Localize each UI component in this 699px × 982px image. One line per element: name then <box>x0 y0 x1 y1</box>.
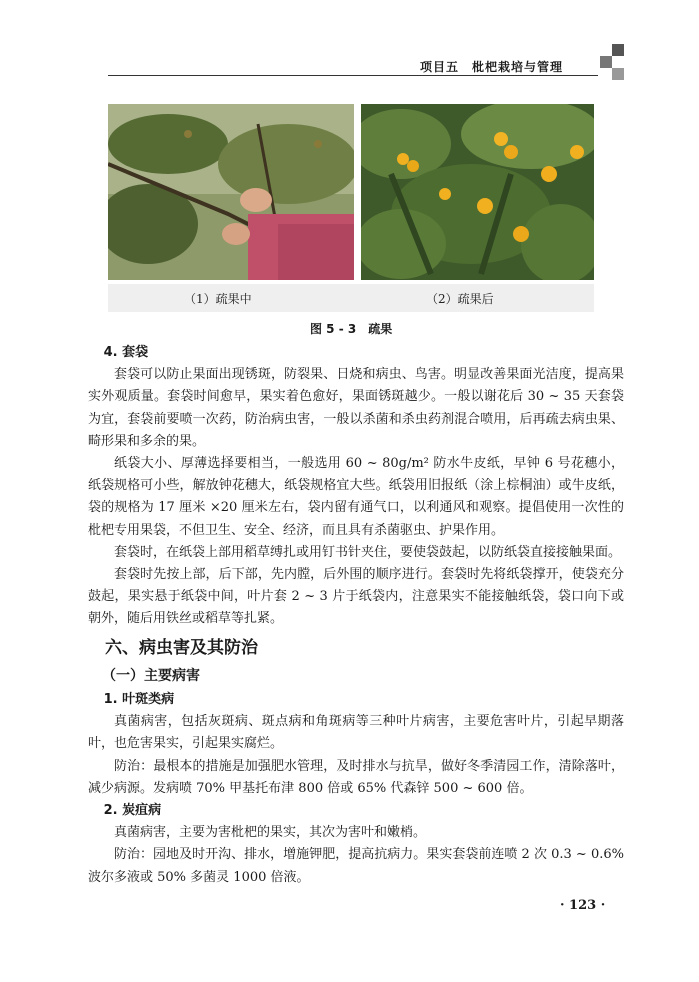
heading-leaf-spot: 1. 叶斑类病 <box>103 692 175 708</box>
paragraph: 套袋时，在纸袋上部用稻草缚扎或用钉书针夹住，要使袋鼓起，以防纸袋直接接触果面。 <box>114 544 622 560</box>
figure-photos <box>108 104 594 312</box>
photo-caption-bar <box>108 284 594 312</box>
caption-photo-2: （2）疏果后 <box>426 292 494 306</box>
paragraph: 真菌病害，主要为害枇杷的果实，其次为害叶和嫩梢。 <box>114 825 427 841</box>
paragraph: 纸袋大小、厚薄选择要相当，一般选用 60 ~ 80g/m² 防水牛皮纸，早钟 6 号花穗小，纸袋规格可小些，解放钟花穗大，纸袋规格宜大些。纸袋用旧报纸（涂上棕桐油）或牛皮纸，袋的规格为 17 厘米 ×20 厘米左右，袋内留有通气口，以利通风和观察。提倡使用一次性的枇杷专用果袋，不但卫生、安全、经济，而且具有杀菌驱虫、护果作用。 <box>88 456 624 538</box>
heading-bagging: 4. 套袋 <box>103 345 149 360</box>
figure-title: 图 5 - 3 疏果 <box>310 322 393 336</box>
paragraph: 套袋时先按上部，后下部，先内膛，后外围的顺序进行。套袋时先将纸袋撑开，使袋充分鼓起，果实悬于纸袋中间，叶片套 2 ~ 3 片于纸袋内，注意果实不能接触纸袋，袋口向下或朝外，随后用铁丝或稻草等扎紧。 <box>88 567 624 627</box>
header-rule <box>108 75 598 76</box>
page-body <box>88 342 624 889</box>
page-number: · 123 · <box>560 898 606 913</box>
paragraph: 防治：最根本的措施是加强肥水管理，及时排水与抗旱，做好冬季清园工作，清除落叶，减少病源。发病喷 70% 甲基托布津 800 倍或 65% 代森锌 500 ~ 600 倍。 <box>88 758 624 796</box>
paragraph: 真菌病害，包括灰斑病、斑点病和角斑病等三种叶片病害，主要危害叶片，引起早期落叶，也危害果实，引起果实腐烂。 <box>88 714 624 752</box>
heading-pests-diseases: 六、病虫害及其防治 <box>105 637 258 658</box>
corner-ornament <box>600 44 626 80</box>
photo-after-thinning <box>361 104 594 280</box>
running-header: 项目五 枇杷栽培与管理 <box>420 60 564 74</box>
heading-main-diseases: （一）主要病害 <box>102 667 200 684</box>
photo-thinning-in-progress <box>108 104 354 280</box>
paragraph: 防治：园地及时开沟、排水，增施钾肥，提高抗病力。果实套袋前连喷 2 次 0.3 ~ 0.6% 波尔多液或 50% 多菌灵 1000 倍液。 <box>88 847 624 885</box>
paragraph: 套袋可以防止果面出现锈斑，防裂果、日烧和病虫、鸟害。明显改善果面光洁度，提高果实外观质量。套袋时间愈早，果实着色愈好，果面锈斑越少。一般以谢花后 30 ~ 35 天套袋为宜，套袋前要喷一次药，防治病虫害，一般以杀菌和杀虫药剂混合喷用，后再疏去病虫果、畸形果和多余的果。 <box>88 367 624 449</box>
heading-anthracnose: 2. 炭疽病 <box>103 803 162 819</box>
caption-photo-1: （1）疏果中 <box>184 292 252 306</box>
